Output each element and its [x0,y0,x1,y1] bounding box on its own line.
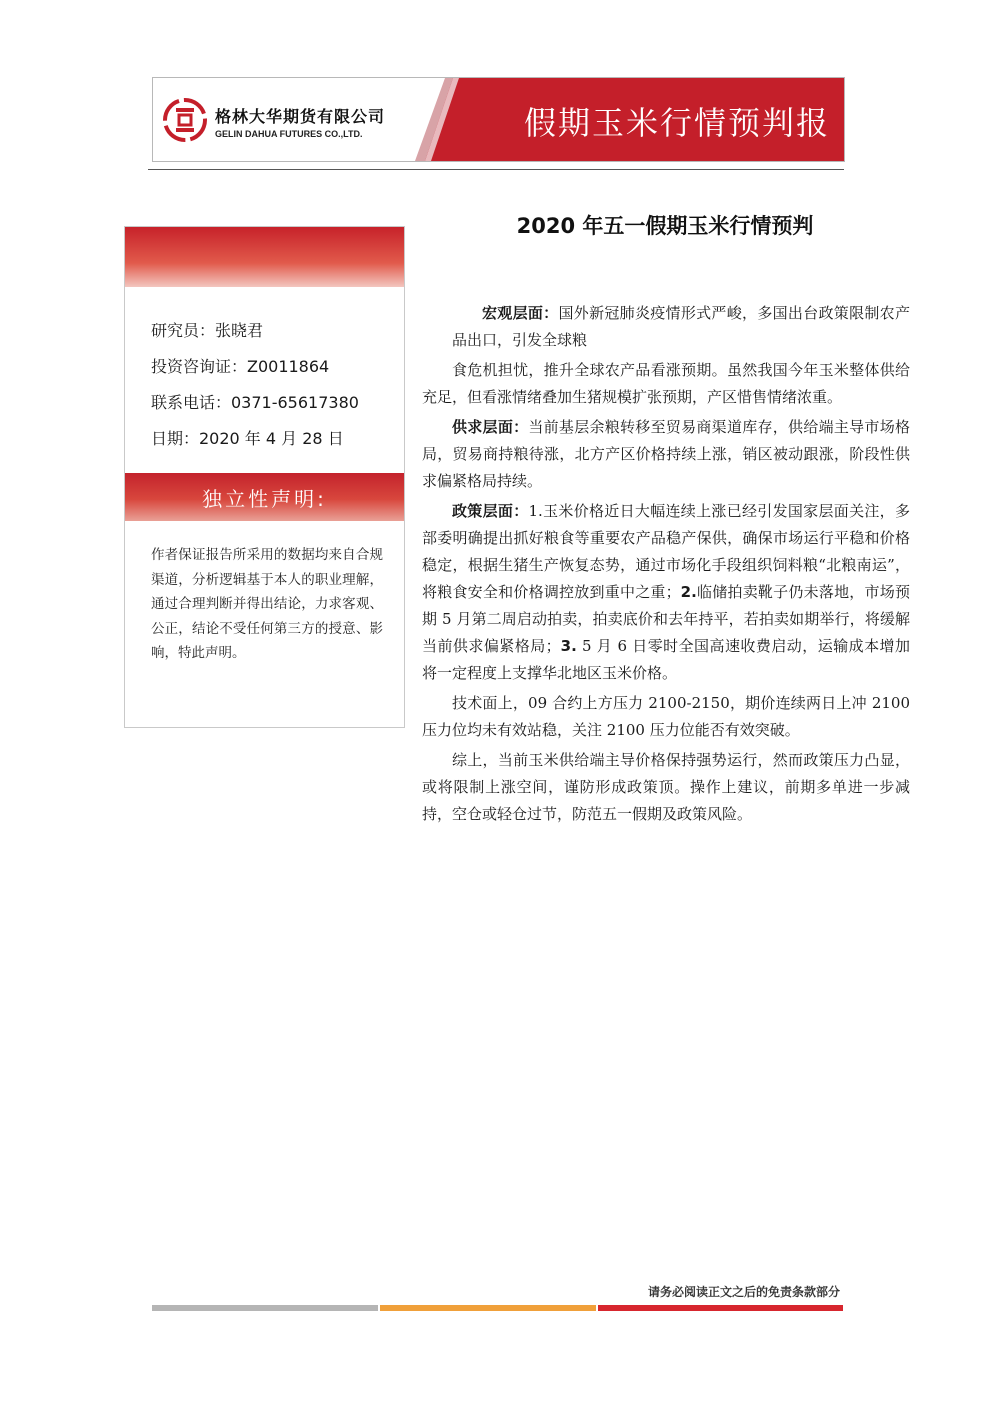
report-header [152,77,845,162]
disclaimer-note: 请务必阅读正文之后的免责条款部分 [647,1285,840,1299]
macro-paragraph-rest: 食危机担忧，推升全球农产品看涨预期。虽然我国今年玉米整体供给充足，但看涨情绪叠加生猪规模扩张预期，产区惜售情绪浓重。 [422,361,910,406]
page-title: 2020 年五一假期玉米行情预判 [516,214,814,238]
policy-num-2: 2. [680,583,697,601]
policy-text-1: 1.玉米价格近日大幅连续上涨已经引发国家层面关注，多部委明确提出抓好粮食等重要农产品稳产保供，确保市场运行平稳和价格稳定，根据生猪生产恢复态势，通过市场化手段组织饲料粮“北粮南运”，将粮食安全和价格调控放到重中之重； [422,502,910,601]
declaration-title: 独立性声明: [202,487,327,511]
header-divider [148,169,844,170]
contact-phone: 联系电话：0371-65617380 [151,393,359,412]
footer-bars [152,1305,843,1311]
report-date: 日期：2020 年 4 月 28 日 [151,429,344,448]
researcher-name: 研究员：张晓君 [151,321,264,340]
supply-label: 供求层面： [452,418,529,436]
footer-bar-orange [380,1305,596,1311]
declaration-text: 作者保证报告所采用的数据均来自合规渠道，分析逻辑基于本人的职业理解，通过合理判断并得出结论，力求客观、公正，结论不受任何第三方的授意、影响，特此声明。 [151,547,383,661]
policy-label: 政策层面： [452,502,529,520]
policy-num-3: 3. [560,637,577,655]
company-name-en: GELIN DAHUA FUTURES CO.,LTD. [215,129,363,139]
company-logo-icon [163,98,207,142]
macro-paragraph-lead [422,300,910,354]
supply-paragraph [422,414,910,495]
policy-paragraph [422,498,910,687]
company-name-cn: 格林大华期货有限公司 [215,107,386,126]
macro-label: 宏观层面： [482,304,559,322]
sidebar-top-band [125,227,404,287]
conclusion-paragraph: 综上，当前玉米供给端主导价格保持强势运行，然而政策压力凸显，或将限制上涨空间，谨防形成政策顶。操作上建议，前期多单进一步减持，空仓或轻仓过节，防范五一假期及政策风险。 [422,751,910,823]
report-body [422,300,910,831]
author-sidebar [124,226,405,728]
author-info [151,313,359,457]
policy-text-3: 5 月 6 日零时全国高速收费启动，运输成本增加将一定程度上支撑华北地区玉米价格。 [422,637,910,682]
report-name: 假期玉米行情预判报 [523,104,830,142]
supply-text: 当前基层余粮转移至贸易商渠道库存，供给端主导市场格局，贸易商持粮待涨，北方产区价格持续上涨，销区被动跟涨，阶段性供求偏紧格局持续。 [422,418,910,490]
macro-text-lead: 国外新冠肺炎疫情形式严峻，多国出台政策限制农产品出口，引发全球粮 [452,304,910,349]
footer-bar-red [598,1305,843,1311]
technical-paragraph: 技术面上，09 合约上方压力 2100-2150，期价连续两日上冲 2100 压力位均未有效站稳，关注 2100 压力位能否有效突破。 [422,694,910,739]
policy-text-2: 临储拍卖靴子仍未落地，市场预期 5 月第二周启动拍卖，拍卖底价和去年持平，若拍卖如期举行，将缓解当前供求偏紧格局； [422,583,910,655]
footer-bar-gray [152,1305,378,1311]
license-number: 投资咨询证：Z0011864 [151,357,330,376]
